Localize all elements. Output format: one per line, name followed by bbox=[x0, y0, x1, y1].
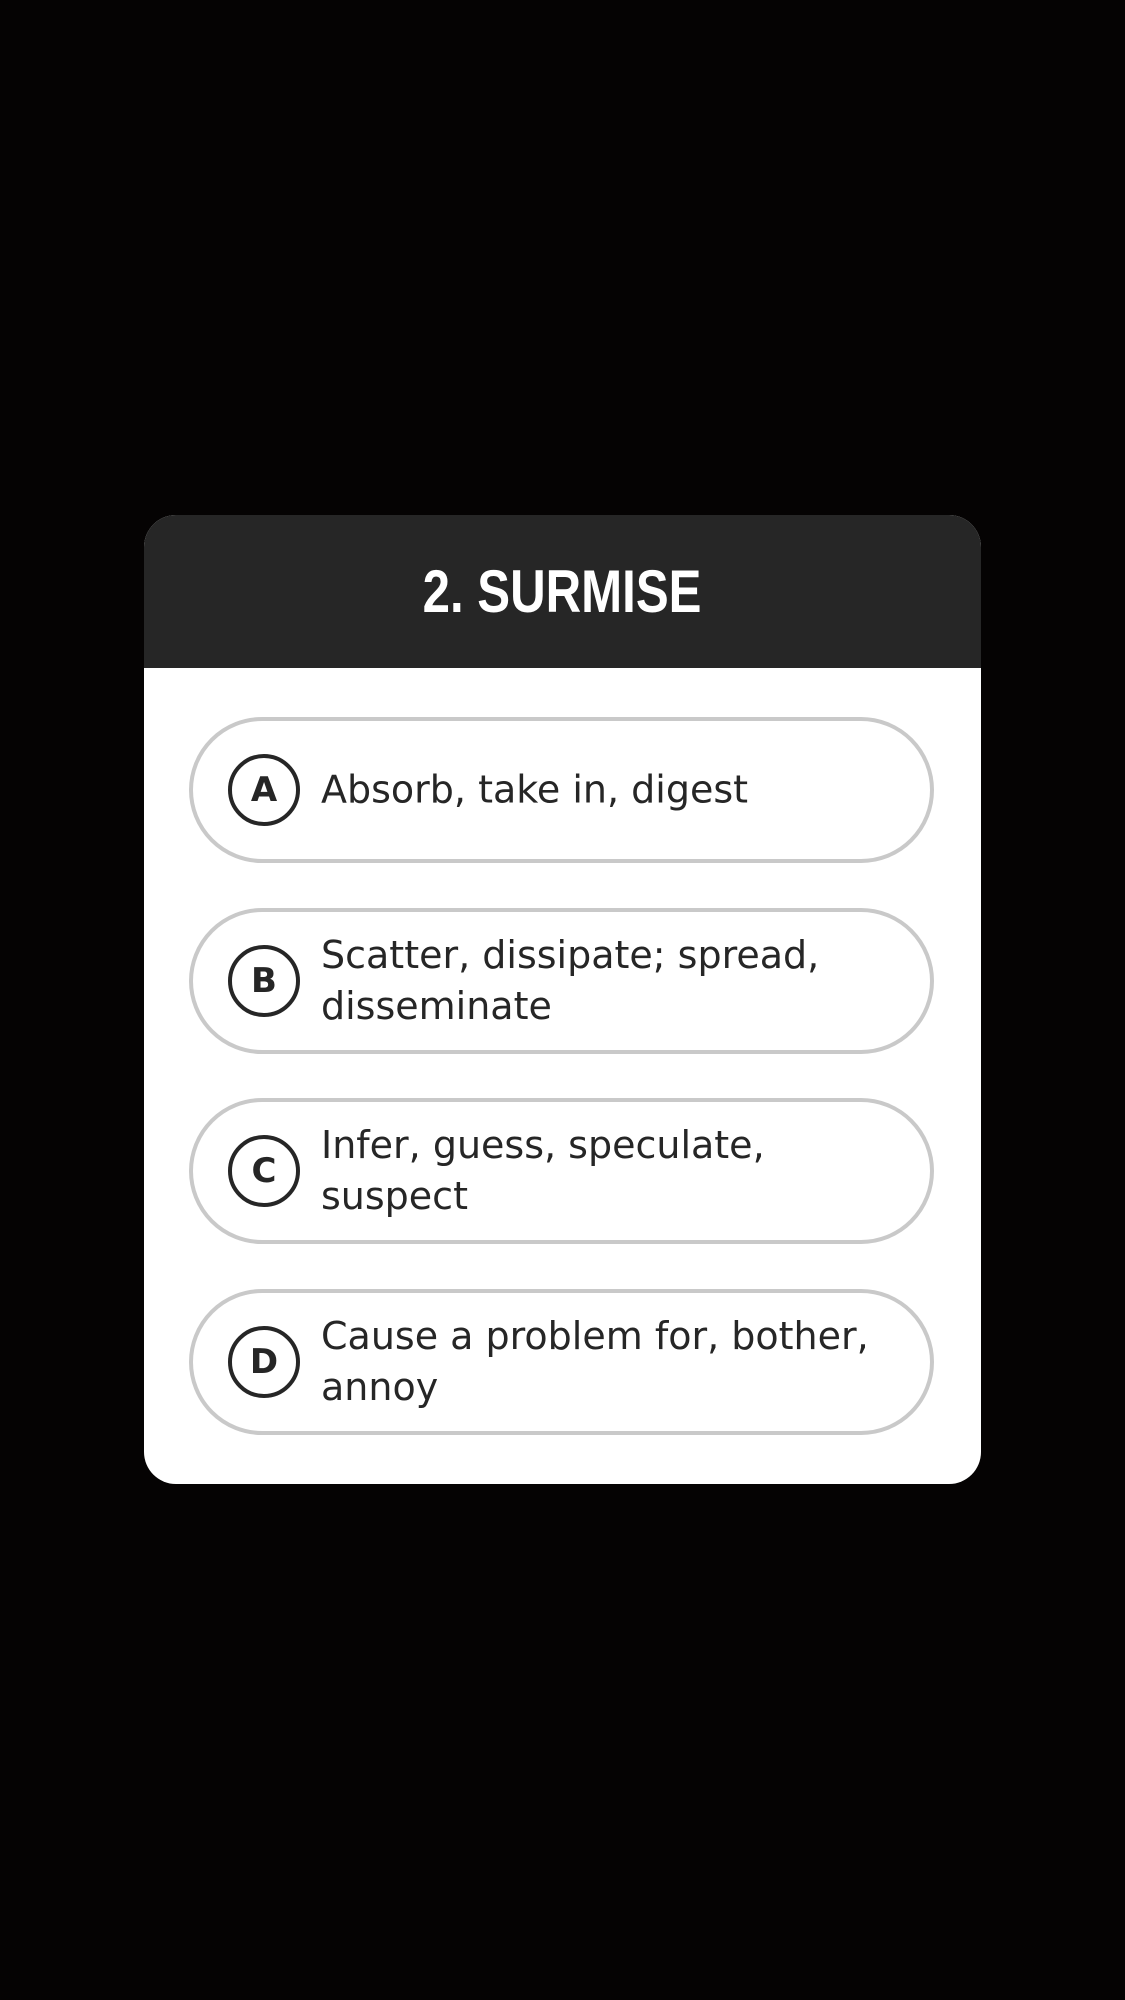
option-a-button[interactable] bbox=[189, 717, 934, 863]
option-c-letter-badge: C bbox=[228, 1135, 300, 1207]
option-b-button[interactable] bbox=[189, 908, 934, 1054]
option-b-letter-badge: B bbox=[228, 945, 300, 1017]
question-title: 2. SURMISE bbox=[423, 558, 702, 625]
quiz-card bbox=[144, 515, 981, 1484]
option-c-text: Infer, guess, speculate, suspect bbox=[321, 1123, 765, 1218]
option-d-button[interactable] bbox=[189, 1289, 934, 1435]
option-d-letter-badge: D bbox=[228, 1326, 300, 1398]
option-b-text: Scatter, dissipate; spread, disseminate bbox=[321, 933, 820, 1028]
question-header bbox=[144, 515, 981, 668]
option-c-button[interactable] bbox=[189, 1098, 934, 1244]
option-a-text: Absorb, take in, digest bbox=[321, 767, 749, 812]
option-a-letter-badge: A bbox=[228, 754, 300, 826]
option-d-text: Cause a problem for, bother, annoy bbox=[321, 1314, 869, 1409]
